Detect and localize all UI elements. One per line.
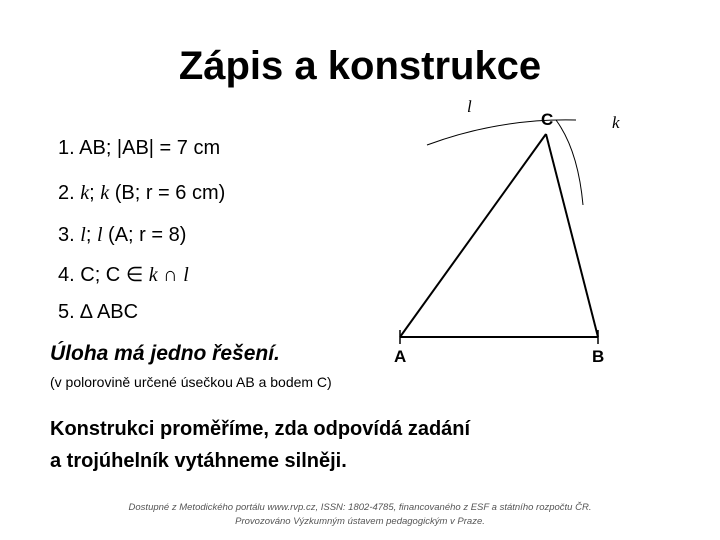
intersection-symbol: ∩ [163, 264, 178, 286]
segment-bc [546, 134, 598, 337]
circle-symbol: l [183, 264, 189, 286]
step-number: 4. [58, 264, 75, 286]
step-separator: ; [89, 182, 101, 204]
circle-symbol: l [96, 224, 103, 246]
segment-ac [400, 134, 546, 337]
circle-symbol: k [80, 182, 90, 204]
circle-k-label: k [612, 113, 620, 132]
step-number: 5. [58, 301, 75, 323]
triangle-symbol: ∆ [80, 301, 93, 323]
point-c-label: C [541, 110, 554, 129]
footer-line: Provozováno Výzkumným ústavem pedagogickým v Praze. [235, 516, 485, 527]
step-number: 2. [58, 182, 75, 204]
element-of-symbol: ∈ [125, 264, 144, 286]
circle-l-label: l [467, 97, 472, 116]
slide-title: Zápis a konstrukce [178, 44, 542, 88]
step-text: ABC [96, 301, 139, 323]
footer-line: Dostupné z Metodického portálu www.rvp.cz, ISSN: 1802-4785, financovaného z ESF a státního rozpočtu ČR. [128, 502, 592, 513]
step-number: 3. [58, 224, 75, 246]
conclusion-line: a trojúhelník vytáhneme silněji. [50, 450, 347, 472]
circle-l-arc [427, 120, 576, 145]
point-a-label: A [394, 347, 407, 366]
step-number: 1. [58, 137, 75, 159]
circle-symbol: l [80, 224, 86, 246]
step-text: (A; r = 8) [102, 224, 187, 246]
conclusion-line: Konstrukci proměříme, zda odpovídá zadání [50, 418, 471, 440]
step-text: C; C [80, 264, 126, 286]
solution-statement: Úloha má jedno řešení. [50, 342, 280, 365]
circle-symbol: k [148, 264, 158, 286]
step-text: (B; r = 6 cm) [109, 182, 226, 204]
circle-symbol: k [100, 182, 110, 204]
point-b-label: B [592, 347, 605, 366]
step-text: AB; |AB| = 7 cm [79, 137, 221, 159]
step-separator: ; [85, 224, 97, 246]
solution-note: (v polorovině určené úsečkou AB a bodem C) [50, 374, 332, 390]
